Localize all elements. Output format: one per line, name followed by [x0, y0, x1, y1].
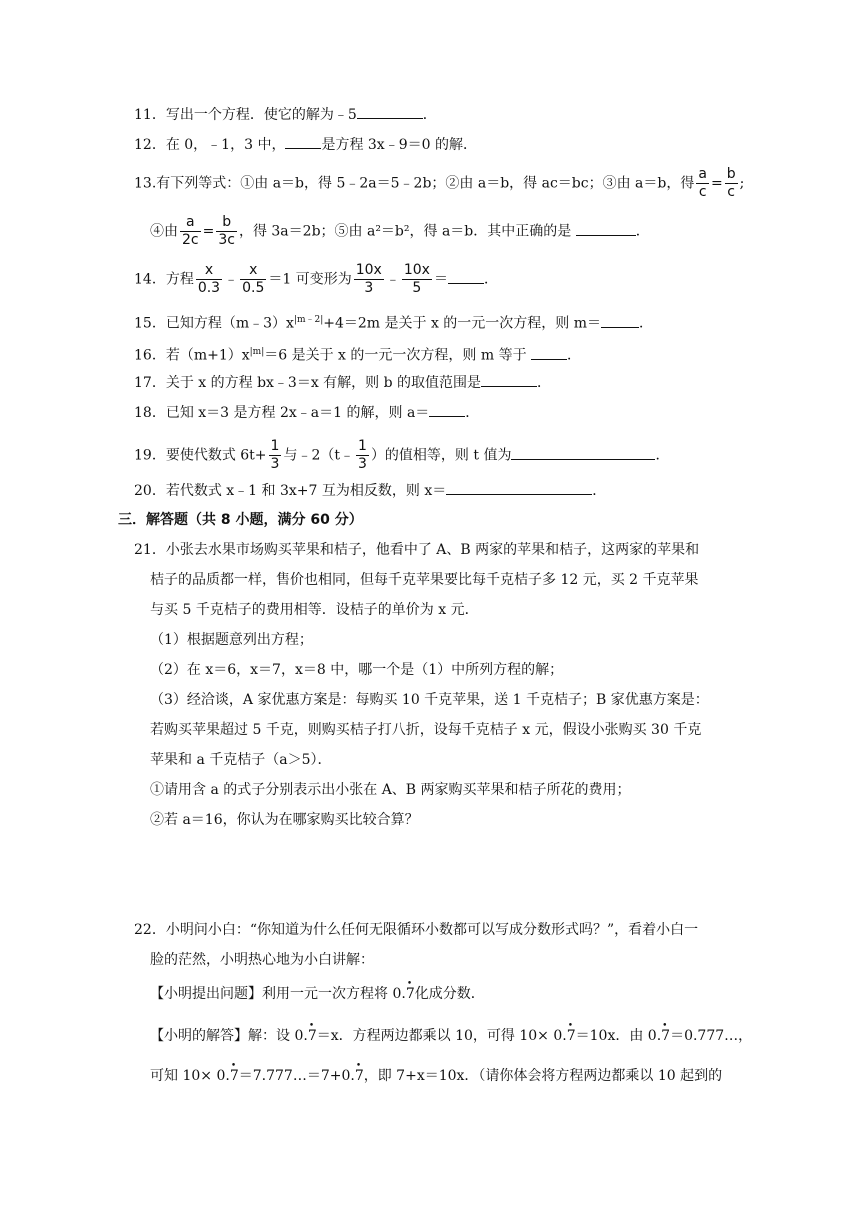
question-11 [134, 104, 437, 125]
q18-number: 18． [134, 405, 166, 421]
q22-ask-pre: 利用一元一次方程将 0. [262, 986, 406, 1002]
answer-blank [601, 313, 639, 328]
repeating-digit: 7 • [567, 1026, 576, 1046]
q19-number: 19． [134, 447, 166, 464]
fraction: $\frac{x}{0.5}$ [242, 262, 265, 296]
fraction: $\frac{x}{0.3}$ [197, 262, 221, 296]
question-17 [134, 372, 551, 393]
repeating-digit: 7 • [661, 1026, 670, 1046]
q13-number: 13. [134, 175, 157, 192]
q18-end: ． [465, 405, 480, 421]
answer-blank [576, 221, 636, 236]
q12-pre: 在 0，﹣1，3 中， [165, 137, 286, 153]
q14-number: 14． [134, 271, 166, 288]
answer-blank [448, 269, 484, 284]
q16-number: 16． [134, 347, 166, 364]
fraction: $\frac{a}{c}$ [698, 166, 707, 200]
q22-ask-label: 【小明提出问题】 [150, 986, 262, 1002]
fraction: $\frac{b}{c}$ [726, 166, 736, 200]
q16-end: ． [567, 347, 582, 364]
q22-number: 22． [134, 922, 166, 938]
question-14: 14．方程 $\frac{x}{0.3}$ ﹣ $\frac{x}{0.5}$ ＝1 可变形为 $\frac{10x}{3}$ ﹣ $\frac{10x}{5}$ ＝ ． [134, 262, 498, 296]
q19-post: ）的值相等，则 t 值为 [370, 447, 512, 464]
q13-line2b: ，得 3a＝2b；⑤由 a²＝b²，得 a＝b．其中正确的是 [238, 223, 572, 240]
question-21-line1 [134, 540, 699, 560]
q15-post: +4＝2m 是关于 x 的一元一次方程，则 m＝ [323, 315, 602, 332]
q12-post: 是方程 3x﹣9＝0 的解． [321, 137, 477, 153]
q21-sub2: ②若 a＝16，你认为在哪家购买比较合算？ [150, 812, 419, 828]
q22-line1: 小明问小白：“你知道为什么任何无限循环小数都可以写成分数形式吗？”，看着小白一 [165, 922, 699, 938]
q22-ans2b: ＝7.777…＝7+0. [238, 1068, 355, 1084]
answer-blank [429, 402, 465, 417]
q21-part3-line1: （3）经洽谈，A 家优惠方案是：每购买 10 千克苹果，送 1 千克桔子；B 家优惠方案是： [150, 692, 709, 708]
q21-line2: 桔子的品质都一样，售价也相同，但每千克苹果要比每千克桔子多 12 元，买 2 千克苹果 [150, 572, 699, 588]
q13-line1: 有下列等式：①由 a＝b，得 5﹣2a＝5﹣2b；②由 a＝b，得 ac＝bc；③由 a＝b，得 [156, 175, 695, 192]
q22-answer-line1 [150, 1026, 752, 1046]
section-heading: 三．解答题（共 8 小题，满分 60 分） [118, 512, 363, 528]
question-19 [134, 438, 669, 473]
q22-ans1a: 解：设 0. [248, 1028, 308, 1044]
q19-mid: 与﹣2（t﹣ [283, 447, 355, 464]
q22-line2: 脸的茫然，小明热心地为小白讲解： [150, 952, 374, 968]
answer-blank [531, 345, 567, 360]
fraction: $\frac{b}{3c}$ [218, 214, 235, 248]
fraction: $\frac{10x}{5}$ [403, 262, 430, 296]
q11-number: 11． [134, 107, 166, 123]
answer-blank [285, 134, 321, 149]
q21-part3-line2: 若购买苹果超过 5 千克，则购买桔子打八折，设每千克桔子 x 元，假设小张购买 30 千克 [150, 722, 702, 738]
fraction: $\frac{a}{2c}$ [182, 214, 199, 248]
q22-answer-line2 [150, 1066, 722, 1086]
fraction: $\frac{1}{3}$ [270, 438, 280, 472]
q21-sub1: ①请用含 a 的式子分别表示出小张在 A、B 两家购买苹果和桔子所花的费用； [150, 782, 631, 798]
fraction: $\frac{1}{3}$ [358, 438, 367, 472]
repeating-digit: 7 • [308, 1026, 317, 1046]
q16-text: 若（m+1）x [165, 347, 250, 364]
exponent: |m| [249, 347, 265, 357]
q19-pre: 要使代数式 6t+ [165, 447, 267, 464]
repeating-digit: 7 • [230, 1066, 239, 1086]
q15-text: 已知方程（m﹣3）x [165, 315, 294, 332]
q14-post: ＝ [433, 271, 448, 288]
q14-end: ． [483, 271, 498, 288]
answer-blank [511, 445, 655, 460]
q21-part1: （1）根据题意列出方程； [150, 632, 313, 648]
q16-post: ＝6 是关于 x 的一元一次方程，则 m 等于 [264, 347, 527, 364]
repeating-digit: 7 • [355, 1066, 364, 1086]
q13-line2a: ④由 [150, 223, 178, 240]
q15-end: ． [639, 315, 654, 332]
question-20 [134, 480, 606, 501]
q14-mid: ＝1 可变形为 [268, 271, 352, 288]
q22-ans1c: ＝10x．由 0. [575, 1028, 662, 1044]
repeating-digit: 7 • [406, 984, 415, 1004]
q22-question [150, 984, 485, 1004]
q22-ans2a: 可知 10× 0. [150, 1068, 230, 1084]
q22-ask-post: 化成分数． [414, 986, 485, 1002]
q17-text: 关于 x 的方程 bx﹣3＝x 有解，则 b 的取值范围是 [165, 375, 482, 391]
question-13-line1: 13.有下列等式：①由 a＝b，得 5﹣2a＝5﹣2b；②由 a＝b，得 ac＝bc；③由 a＝b，得 $\frac{a}{c}$ = $\frac{b}{c}$ ; [134, 166, 745, 200]
q17-end: ． [537, 375, 552, 391]
exponent: |m﹣2| [293, 315, 324, 325]
answer-blank [481, 372, 537, 387]
q13-end: ． [635, 223, 650, 240]
question-22-line1 [134, 920, 698, 940]
q21-line1: 小张去水果市场购买苹果和桔子，他看中了 A、B 两家的苹果和桔子，这两家的苹果和 [165, 542, 700, 558]
q22-ans1d: ＝0.777…， [670, 1028, 753, 1044]
q21-part3-line3: 苹果和 a 千克桔子（a＞5）． [150, 752, 332, 768]
q21-part2: （2）在 x＝6，x＝7，x＝8 中，哪一个是（1）中所列方程的解； [150, 662, 564, 678]
q21-number: 21． [134, 542, 166, 558]
q22-ans2c: ，即 7+x＝10x．（请你体会将方程两边都乘以 10 起到的 [363, 1068, 723, 1084]
q20-text: 若代数式 x﹣1 和 3x+7 互为相反数，则 x＝ [165, 483, 447, 499]
q12-number: 12． [134, 137, 166, 153]
q22-ans1b: ＝x．方程两边都乘以 10，可得 10× 0. [316, 1028, 567, 1044]
q15-number: 15． [134, 315, 166, 332]
question-18 [134, 402, 479, 423]
question-12 [134, 134, 477, 155]
answer-blank [357, 104, 423, 119]
q19-end: ． [655, 447, 670, 464]
q20-end: ． [592, 483, 607, 499]
q22-answer-label: 【小明的解答】 [150, 1028, 248, 1044]
fraction: $\frac{10x}{3}$ [355, 262, 382, 296]
q20-number: 20． [134, 483, 166, 499]
question-16 [134, 342, 581, 366]
question-13-line2: ④由 $\frac{a}{2c}$ = $\frac{b}{3c}$ ，得 3a＝2b；⑤由 a²＝b²，得 a＝b．其中正确的是 ． [150, 214, 650, 248]
q11-text: 写出一个方程．使它的解为﹣5 [165, 107, 357, 123]
question-15 [134, 310, 653, 334]
q11-end: ． [422, 107, 437, 123]
q14-pre: 方程 [165, 271, 194, 288]
answer-blank [446, 480, 592, 495]
q17-number: 17． [134, 375, 166, 391]
q18-text: 已知 x＝3 是方程 2x﹣a＝1 的解，则 a＝ [165, 405, 430, 421]
q21-line3: 与买 5 千克桔子的费用相等．设桔子的单价为 x 元． [150, 602, 479, 618]
